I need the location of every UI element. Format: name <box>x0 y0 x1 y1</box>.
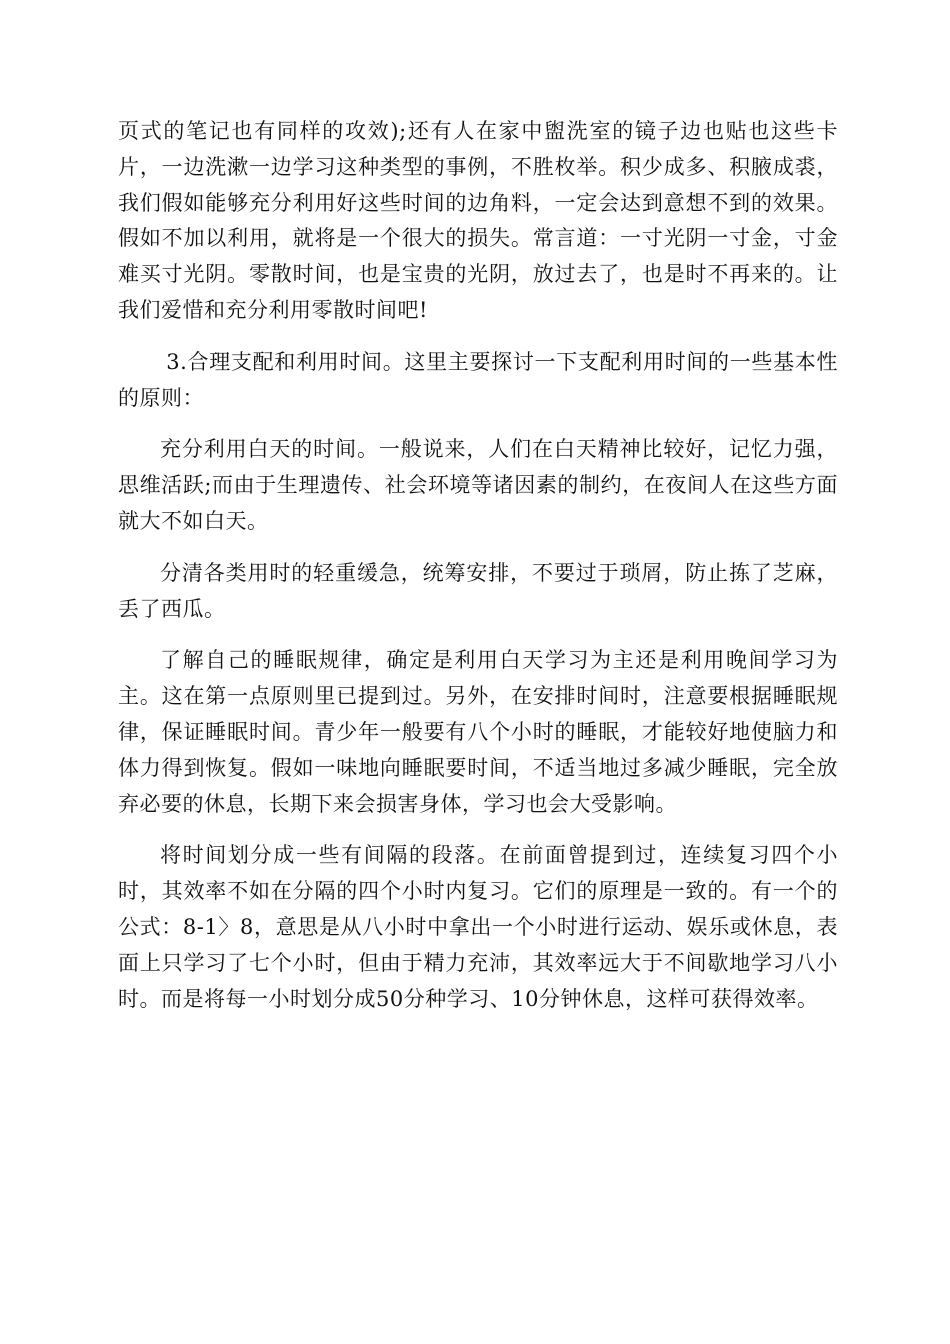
document-body <box>118 114 838 1033</box>
paragraph-section-3-heading: 3.合理支配和利用时间。这里主要探讨一下支配利用时间的一些基本性的原则： <box>118 349 838 410</box>
paragraph-daytime: 充分利用白天的时间。一般说来，人们在白天精神比较好，记忆力强，思维活跃;而由于生理遗传、社会环境等诸因素的制约，在夜间人在这些方面就大不如白天。 <box>118 437 838 533</box>
paragraph-sleep: 了解自己的睡眠规律，确定是利用白天学习为主还是利用晚间学习为主。这在第一点原则里已提到过。另外，在安排时间时，注意要根据睡眠规律，保证睡眠时间。青少年一般要有八个小时的睡眠，才能较好地使脑力和体力得到恢复。假如一味地向睡眠要时间，不适当地过多减少睡眠，完全放弃必要的休息，长期下来会损害身体，学习也会大受影响。 <box>118 648 838 816</box>
paragraph-intervals: 将时间划分成一些有间隔的段落。在前面曾提到过，连续复习四个小时，其效率不如在分隔的四个小时内复习。它们的原理是一致的。有一个的公式：8-1〉8，意思是从八小时中拿出一个小时进行运动、娱乐或休息，表面上只学习了七个小时，但由于精力充沛，其效率远大于不间歇地学习八小时。而是将每一小时划分成50分种学习、10分钟休息，这样可获得效率。 <box>118 843 838 1011</box>
paragraph-priorities: 分清各类用时的轻重缓急，统筹安排，不要过于琐屑，防止拣了芝麻，丢了西瓜。 <box>118 560 838 621</box>
paragraph-continuation: 页式的笔记也有同样的攻效);还有人在家中盥洗室的镜子边也贴也这些卡片，一边洗漱一边学习这种类型的事例，不胜枚举。积少成多、积腋成裘，我们假如能够充分利用好这些时间的边角料，一定会达到意想不到的效果。假如不加以利用，就将是一个很大的损失。常言道：一寸光阴一寸金，寸金难买寸光阴。零散时间，也是宝贵的光阴，放过去了，也是时不再来的。让我们爱惜和充分利用零散时间吧! <box>118 119 838 322</box>
